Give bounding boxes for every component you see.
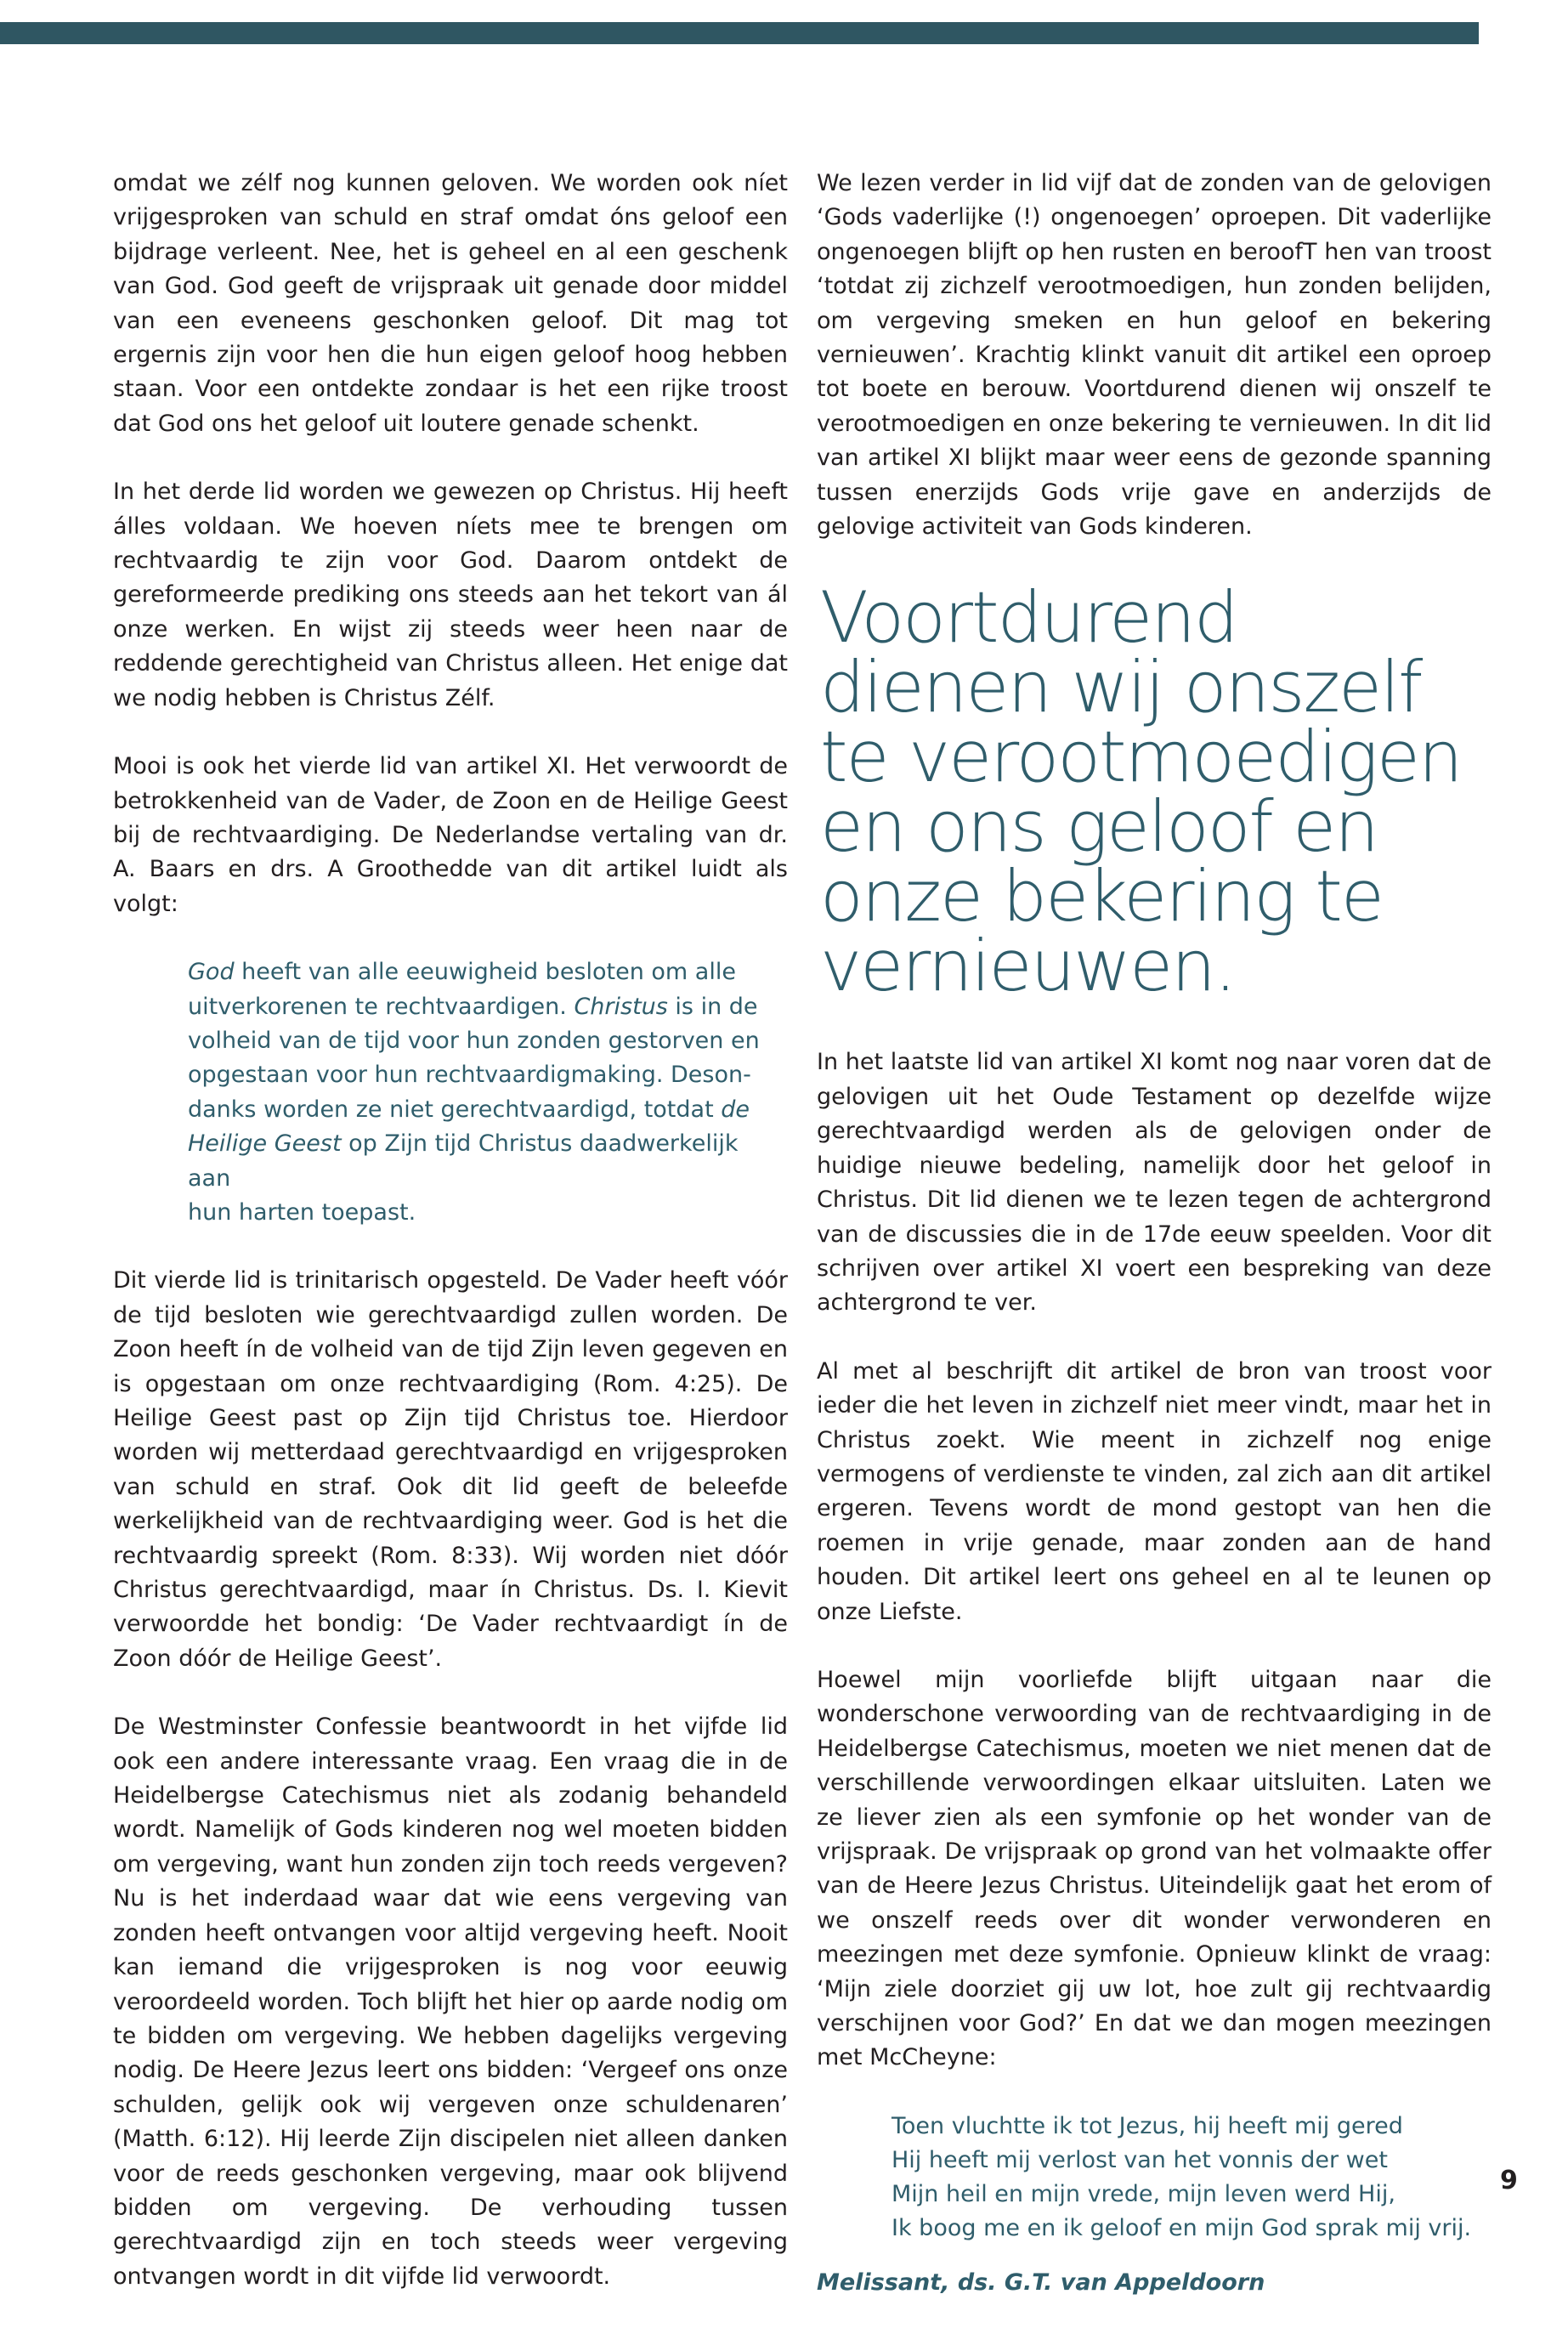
left-column (113, 167, 788, 2328)
page-number: 9 (1500, 2166, 1518, 2195)
pull-quote-line: en ons geloof en (820, 785, 1378, 869)
quote-text: op Zijn tijd Christus daadwerkelijk aan (188, 1130, 739, 1192)
quote-line (188, 1127, 788, 1196)
quote-emphasis: de (721, 1096, 750, 1123)
quote-text: danks worden ze niet gerechtvaardigd, totdat (188, 1096, 722, 1123)
pull-quote-line: vernieuwen. (820, 925, 1236, 1008)
header-accent-bar (0, 22, 1479, 44)
paragraph: We lezen verder in lid vijf dat de zonden van de gelovigen ‘Gods vaderlijke (!) ongenoegen’ oproepen. Dit vaderlijke ongenoegen blijft op hen rusten en beroofT hen van troost ‘totdat zij zichzelf verootmoedigen, hun zonden belijden, om vergeving smeken en hun geloof en bekering vernieuwen’. Krachtig klinkt vanuit dit artikel een oproep tot boete en berouw. Voortdurend dienen wij onszelf te verootmoedigen en onze bekering te vernieuwen. In dit lid van artikel XI blijkt maar weer eens de gezonde spanning tussen enerzijds Gods vrije gave en anderzijds de gelovige activiteit van Gods kinderen. (817, 170, 1492, 541)
quote-text: is in de (667, 993, 758, 1020)
pull-quote-line: te verootmoedigen (820, 716, 1462, 799)
paragraph: Dit vierde lid is trinitarisch opgesteld. De Vader heeft vóór de tijd besloten wie gerechtvaardigd zullen worden. De Zoon heeft ín de volheid van de tijd Zijn leven gegeven en is opgestaan om onze rechtvaardiging (Rom. 4:25). De Heilige Geest past op Zijn tijd Christus toe. Hierdoor worden wij metterdaad gerechtvaardigd en vrijgesproken van schuld en straf. Ook dit lid geeft de beleefde werkelijkheid van de rechtvaardiging weer. God is het die rechtvaardig spreekt (Rom. 8:33). Wij worden niet dóór Christus gerechtvaardigd, maar ín Christus. Ds. I. Kievit verwoordde het bondig: ‘De Vader rechtvaardigt ín de Zoon dóór de Heilige Geest’. (113, 1267, 788, 1672)
quote-emphasis: God (188, 959, 235, 986)
poem-line: Ik boog me en ik geloof en mijn God sprak mij vrij. (892, 2214, 1472, 2241)
paragraph: Hoewel mijn voorliefde blijft uitgaan naar die wonderschone verwoording van de rechtvaardiging in de Heidelbergse Catechismus, moeten we niet menen dat de verschillende verwoordingen elkaar uitsluiten. Laten we ze liever zien als een symfonie op het wonder van de vrijspraak. De vrijspraak op grond van het volmaakte offer van de Heere Jezus Christus. Uiteindelijk gaat het erom of we onszelf reeds over dit wonder verwonderen en meezingen met deze symfonie. Opnieuw klinkt de vraag: ‘Mijn ziele doorziet gij uw lot, hoe zult gij rechtvaardig verschijnen voor God?’ En dat we dan mogen meezingen met McCheyne: (817, 1666, 1492, 2071)
quote-line: volheid van de tijd voor hun zonden gestorven en (188, 1027, 760, 1054)
pull-quote-line: onze bekering te (820, 855, 1383, 938)
quote-line (188, 990, 788, 1024)
poem-line: Hij heeft mij verlost van het vonnis der wet (892, 2146, 1388, 2173)
quote-line: opgestaan voor hun rechtvaardigmaking. Deson- (188, 1062, 751, 1089)
quote-line (188, 1093, 788, 1127)
poem-line: Mijn heil en mijn vrede, mijn leven werd Hij, (892, 2180, 1395, 2207)
pull-quote-line: dienen wij onszelf (820, 646, 1422, 729)
article-quote (188, 955, 788, 1230)
paragraph: In het derde lid worden we gewezen op Christus. Hij heeft álles voldaan. We hoeven níets mee te brengen om rechtvaardig te zijn voor God. Daarom ontdekt de gereformeerde prediking ons steeds aan het tekort van ál onze werken. En wijst zij steeds weer heen naar de reddende gerechtigheid van Christus alleen. Het enige dat we nodig hebben is Christus Zélf. (113, 479, 788, 711)
poem-line: Toen vluchtte ik tot Jezus, hij heeft mij gered (892, 2112, 1403, 2139)
quote-emphasis: Heilige Geest (188, 1130, 342, 1158)
paragraph: Mooi is ook het vierde lid van artikel XI. Het verwoordt de betrokkenheid van de Vader, de Zoon en de Heilige Geest bij de rechtvaardiging. De Nederlandse vertaling van dr. A. Baars en drs. A Groothedde van dit artikel luidt als volgt: (113, 753, 788, 917)
author-signature: Melissant, ds. G.T. van Appeldoorn (817, 2269, 1265, 2296)
paragraph: De Westminster Confessie beantwoordt in het vijfde lid ook een andere interessante vraag. Een vraag die in de Heidelbergse Catechismus niet als zodanig behandeld wordt. Namelijk of Gods kinderen nog wel moeten bidden om vergeving, want hun zonden zijn toch reeds vergeven? Nu is het inderdaad waar dat wie eens vergeving van zonden heeft ontvangen voor altijd vergeving heeft. Nooit kan iemand die vrijgesproken is nog voor eeuwig veroordeeld worden. Toch blijft het hier op aarde nodig om te bidden om vergeving. We hebben dagelijks vergeving nodig. De Heere Jezus leert ons bidden: ‘Vergeef ons onze schulden, gelijk ook wij vergeven onze schuldenaren’ (Matth. 6:12). Hij leerde Zijn discipelen niet alleen danken voor de reeds geschonken vergeving, maar ook blijvend bidden om vergeving. De verhouding tussen gerechtvaardigd zijn en toch steeds weer vergeving ontvangen wordt in dit vijfde lid verwoordt. (113, 1713, 788, 2290)
paragraph: omdat we zélf nog kunnen geloven. We worden ook níet vrijgesproken van schuld en straf omdat óns geloof een bijdrage verleent. Nee, het is geheel en al een geschenk van God. God geeft de vrijspraak uit genade door middel van een eveneens geschonken geloof. Dit mag tot ergernis zijn voor hen die hun eigen geloof hoog hebben staan. Voor een ontdekte zondaar is het een rijke troost dat God ons het geloof uit loutere genade schenkt. (113, 170, 788, 437)
right-column (817, 167, 1492, 2296)
quote-text: heeft van alle eeuwigheid besloten om alle (234, 959, 736, 986)
quote-emphasis: Christus (574, 993, 668, 1020)
pull-quote (820, 576, 1492, 1008)
quote-text: uitverkorenen te rechtvaardigen. (188, 993, 575, 1020)
quote-line (188, 955, 788, 989)
poem-quote (892, 2110, 1492, 2246)
quote-line: hun harten toepast. (188, 1198, 416, 1226)
pull-quote-line: Voortdurend (820, 576, 1237, 660)
paragraph: In het laatste lid van artikel XI komt nog naar voren dat de gelovigen uit het Oude Testament op dezelfde wijze gerechtvaardigd werden als de gelovigen onder de huidige nieuwe bedeling, namelijk door het geloof in Christus. Dit lid dienen we te lezen tegen de achtergrond van de discussies die in de 17de eeuw speelden. Voor dit schrijven over artikel XI voert een bespreking van deze achtergrond te ver. (817, 1049, 1492, 1317)
paragraph: Al met al beschrijft dit artikel de bron van troost voor ieder die het leven in zichzelf niet meer vindt, maar het in Christus zoekt. Wie meent in zichzelf nog enige vermogens of verdienste te vinden, zal zich aan dit artikel ergeren. Tevens wordt de mond gestopt van hen die roemen in vrije genade, maar zonden aan de hand houden. Dit artikel leert ons geheel en al te leunen op onze Liefste. (817, 1357, 1492, 1625)
